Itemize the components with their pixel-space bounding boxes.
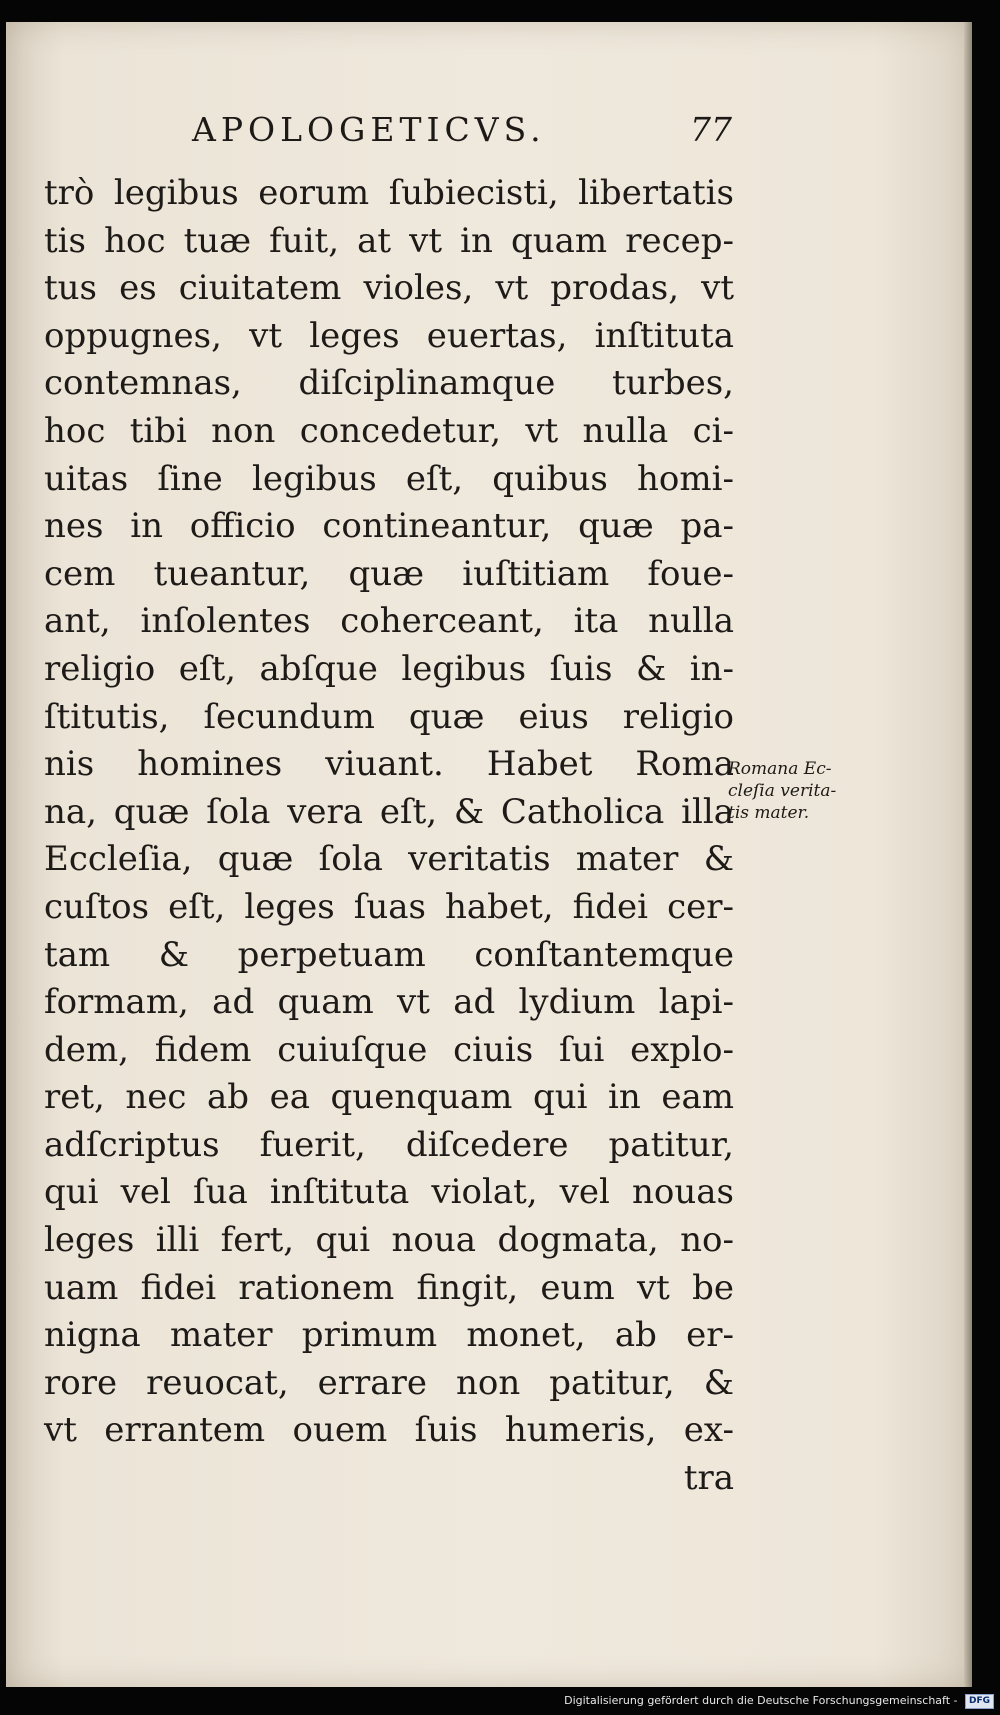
text-line: na, quæ ſola vera eſt, & Catholica illa xyxy=(44,791,734,832)
marginal-note-line: Romana Ec- xyxy=(728,759,832,779)
text-line: religio eſt, abſque legibus ſuis & in- xyxy=(44,648,734,689)
text-line: tam & perpetuam conſtantemque xyxy=(44,934,734,975)
credit-text: Digitalisierung gefördert durch die Deutsche Forschungsgemeinschaft - xyxy=(564,1694,958,1707)
text-line: dem, fidem cuiuſque ciuis ſui explo- xyxy=(44,1029,734,1070)
text-line: vt errantem ouem ſuis humeris, ex- xyxy=(44,1410,734,1451)
text-line: tis hoc tuæ fuit, at vt in quam recep- xyxy=(44,220,734,261)
text-line: Eccleſia, quæ ſola veritatis mater & xyxy=(44,839,734,880)
text-line: leges illi fert, qui noua dogmata, no- xyxy=(44,1220,734,1261)
text-line: uitas ſine legibus eſt, quibus homi- xyxy=(44,458,734,499)
marginal-note xyxy=(728,758,888,824)
text-line: qui vel ſua inſtituta violat, vel nouas xyxy=(44,1172,734,1213)
digitization-credit xyxy=(564,1693,994,1709)
text-line: hoc tibi non concedetur, vt nulla ci- xyxy=(44,410,734,451)
text-line: cem tueantur, quæ iuſtitiam foue- xyxy=(44,553,734,594)
text-line: uam fidei rationem fingit, eum vt be xyxy=(44,1267,734,1308)
text-line: trò legibus eorum ſubiecisti, libertatis xyxy=(44,173,734,213)
text-line: formam, ad quam vt ad lydium lapi- xyxy=(44,982,734,1023)
text-line: adſcriptus fuerit, diſcedere patitur, xyxy=(44,1124,734,1165)
text-line: ant, inſolentes coherceant, ita nulla xyxy=(44,601,734,642)
text-line: cuſtos eſt, leges ſuas habet, fidei cer- xyxy=(44,886,734,927)
running-title: APOLOGETICVS. xyxy=(192,110,546,149)
body-text xyxy=(44,170,734,1503)
marginal-note-line: tis mater. xyxy=(728,803,810,823)
text-line: nis homines viuant. Habet Roma xyxy=(44,744,734,785)
marginal-note-line: cleſia verita- xyxy=(728,781,837,801)
text-line: ſtitutis, ſecundum quæ eius religio xyxy=(44,696,734,737)
text-line: nigna mater primum monet, ab er- xyxy=(44,1315,734,1356)
book-page xyxy=(6,22,972,1687)
catchword: tra xyxy=(683,1458,734,1499)
page-number: 77 xyxy=(690,110,732,149)
text-line: nes in officio contineantur, quæ pa- xyxy=(44,506,734,547)
text-line: oppugnes, vt leges euertas, inſtituta xyxy=(44,315,734,356)
page-edge xyxy=(964,22,972,1687)
text-line: ret, nec ab ea quenquam qui in eam xyxy=(44,1077,734,1118)
text-line: contemnas, diſciplinamque turbes, xyxy=(44,363,734,404)
text-line: tus es ciuitatem violes, vt prodas, vt xyxy=(44,268,734,309)
running-head xyxy=(192,110,732,162)
text-line: rore reuocat, errare non patitur, & xyxy=(44,1362,734,1403)
dfg-logo: DFG xyxy=(965,1694,994,1709)
